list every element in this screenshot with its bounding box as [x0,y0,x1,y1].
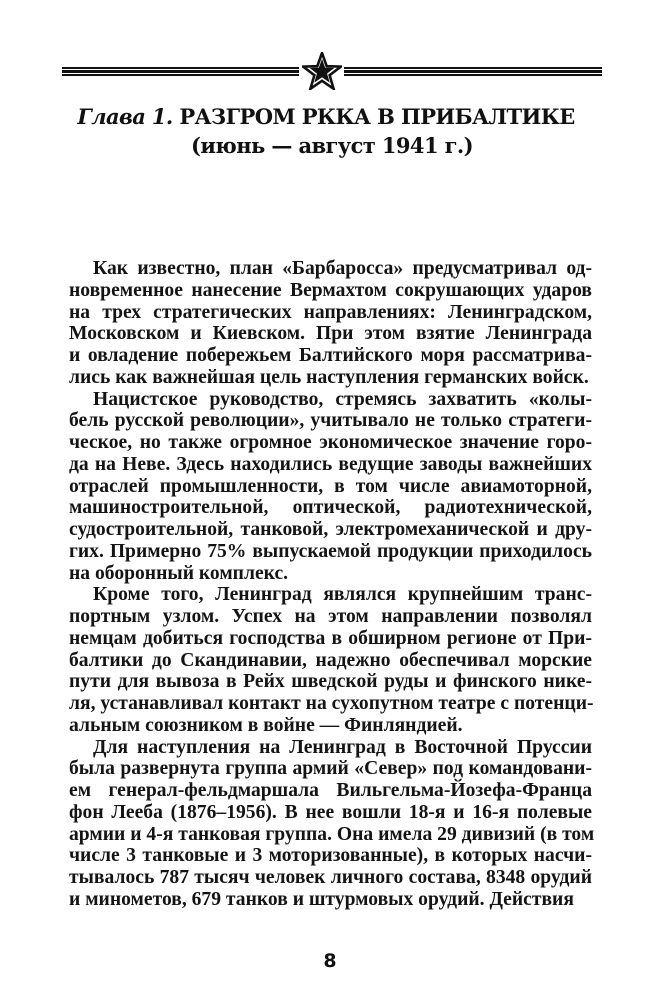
star-icon [302,52,342,90]
text-line: альным союзником в войне — Финляндией. [69,714,463,736]
chapter-title: РАЗГРОМ РККА В ПРИБАЛТИКЕ [179,104,575,129]
paragraph [69,584,592,736]
page-number: 8 [323,950,337,972]
text-line: была развернута группа армий «Север» под командовани- [69,758,592,780]
text-line: и минометов, 679 танков и штурмовых орудий. Действия [69,888,574,910]
text-line: Нацистское руководство, стремясь захватить «колы- [93,388,592,410]
text-line: Как известно, план «Барбаросса» предусматривал од- [93,258,592,279]
text-line: гих. Примерно 75% выпускаемой продукции приходилось [69,540,592,562]
text-line: на оборонный комплекс. [69,562,289,584]
text-line: ля, устанавливал контакт на сухопутном театре с потенци- [69,693,594,714]
text-line: балтики до Скандинавии, надежно обеспечивал морские [69,649,592,671]
body-text [69,258,595,911]
text-line: судостроительной, танковой, электромеханической и дру- [69,519,592,540]
text-line: Для наступления на Ленинград в Восточной Пруссии [93,736,592,758]
text-line: новременное нанесение Вермахтом сокрушающих ударов [69,279,592,301]
text-line: пути для вывоза в Рейх шведской руды и финского нике- [69,671,592,693]
text-line: Кроме того, Ленинград являлся крупнейшим транс- [93,584,592,606]
text-line: бель русской революции», учитывало не только стратеги- [69,410,592,432]
text-line: портным узлом. Успех на этом направлении позволял [69,606,592,627]
text-line: ем генерал-фельдмаршала Вильгельма-Йозефа-Франца [69,780,592,801]
text-line: армии и 4-я танковая группа. Она имела 29 дивизий (в том [69,823,595,845]
chapter-label: Глава 1. [77,104,173,129]
text-line: отраслей промышленности, в том числе авиамоторной, [69,475,592,497]
text-line: немцам добиться господства в обширном регионе от При- [69,627,592,649]
chapter-subtitle: (июнь — август 1941 г.) [191,133,473,158]
text-line: да на Неве. Здесь находились ведущие заводы важнейших [69,453,592,475]
text-line: тывалось 787 тысяч человек личного состава, 8348 орудий [69,867,592,888]
paragraph [69,389,592,585]
text-line: числе 3 танковые и 3 моторизованные), в которых насчи- [69,845,592,867]
chapter-heading [0,104,654,129]
text-line: и овладение побережьем Балтийского моря рассматрива- [69,345,592,366]
text-line: машиностроительной, оптической, радиотехнической, [69,497,592,519]
ornament-rule-left [62,67,299,76]
text-line: Московском и Киевском. При этом взятие Ленинграда [69,323,592,345]
text-line: лись как важнейшая цель наступления германских войск. [69,366,589,388]
ornament-rule-right [344,67,602,76]
paragraph [69,736,595,911]
chapter-ornament [62,58,602,88]
text-line: на трех стратегических направлениях: Ленинградском, [69,301,592,323]
paragraph [69,258,592,389]
text-line: фон Лееба (1876–1956). В нее вошли 18-я и 16-я полевые [69,801,592,823]
text-line: ческое, но также огромное экономическое значение горо- [69,432,592,453]
